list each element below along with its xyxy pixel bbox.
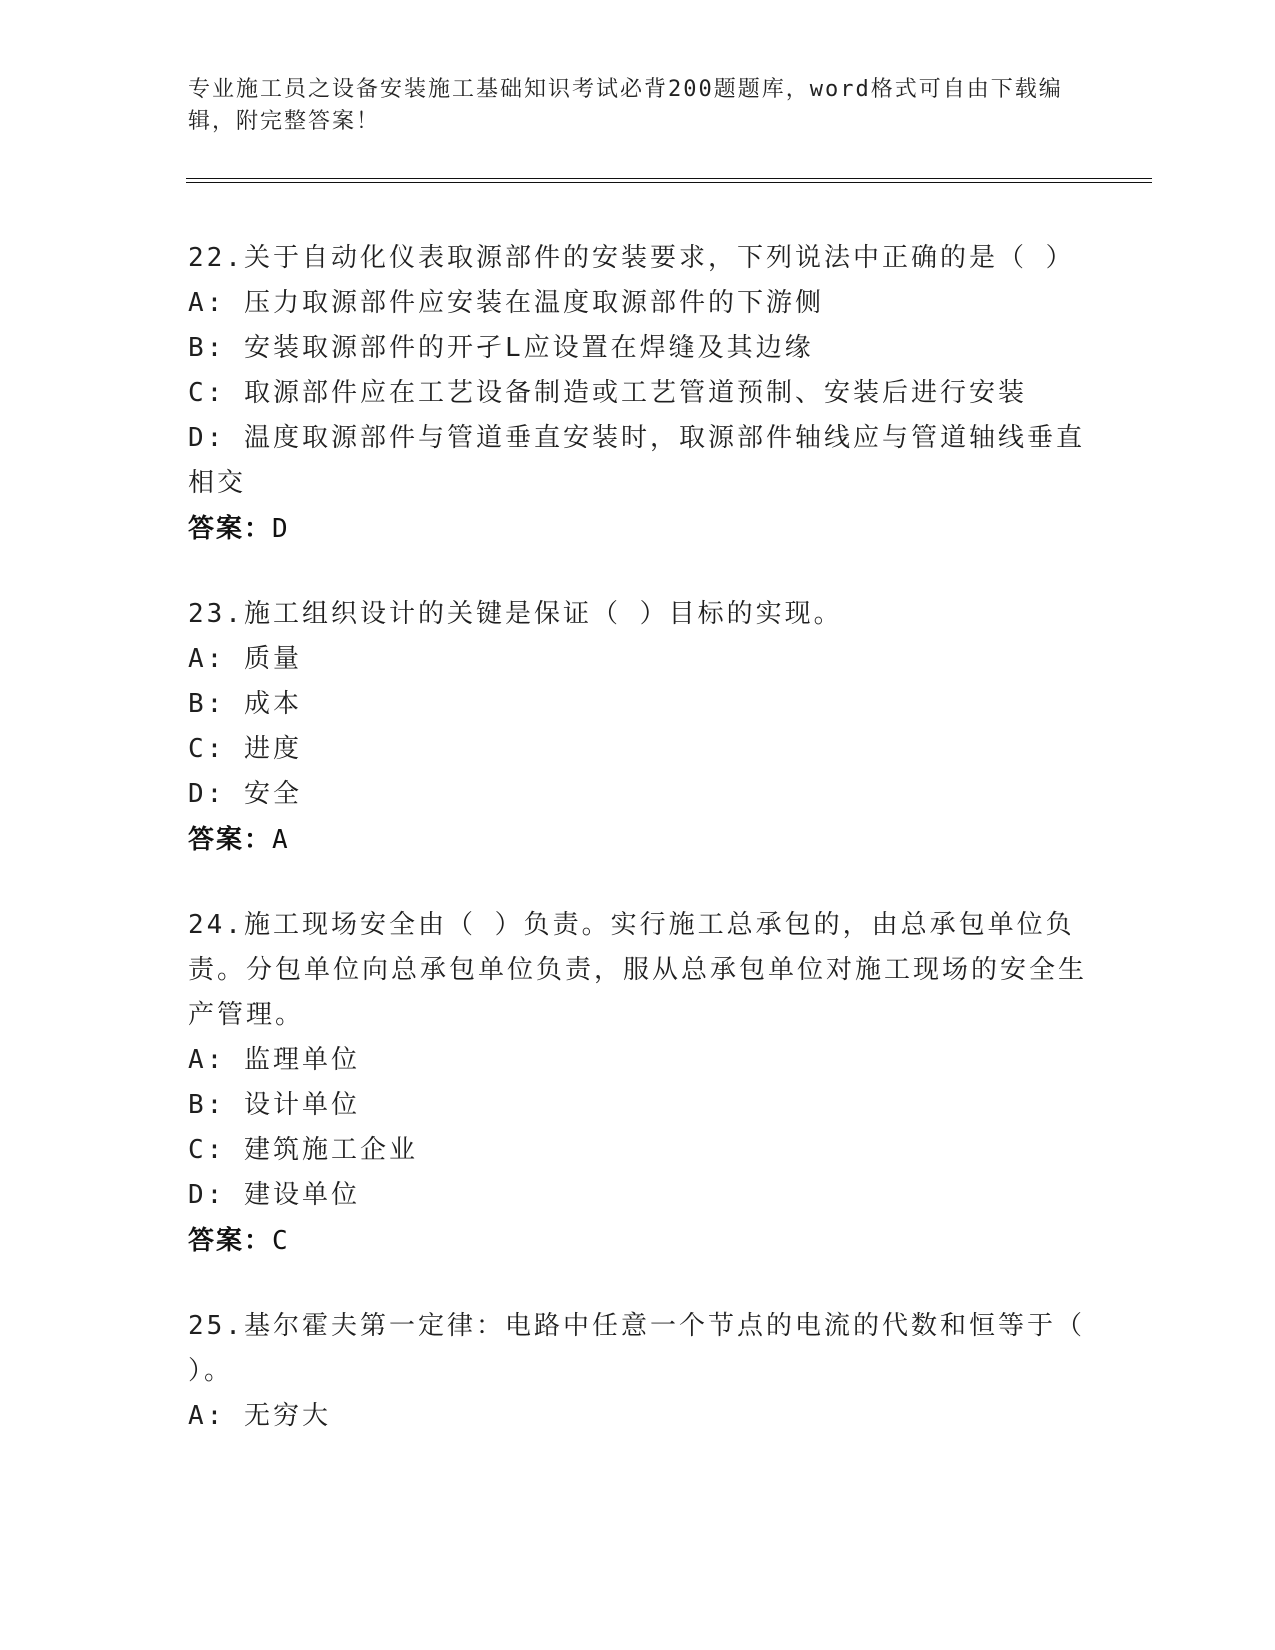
option-d: D: 安全 [188,779,302,809]
option-a: A: 质量 [188,644,302,674]
option-a: A: 压力取源部件应安装在温度取源部件的下游侧 [188,288,824,318]
option-c: C: 取源部件应在工艺设备制造或工艺管道预制、安装后进行安装 [188,378,1027,408]
header-divider-top [186,178,1152,179]
answer-line [188,1218,1088,1264]
option-c: C: 建筑施工企业 [188,1135,418,1165]
question-stem: 23.施工组织设计的关键是保证（ ）目标的实现。 [188,599,843,629]
option-a: A: 监理单位 [188,1045,360,1075]
answer-label: 答案： [188,1226,273,1256]
option-b: B: 安装取源部件的开孑L应设置在焊缝及其边缘 [188,333,814,363]
question-stem: 25.基尔霍夫第一定律：电路中任意一个节点的电流的代数和恒等于（ ）。 [188,1311,1085,1386]
question-24 [188,903,1088,1264]
option-d: D: 温度取源部件与管道垂直安装时，取源部件轴线应与管道轴线垂直相交 [188,423,1085,498]
answer-label: 答案： [188,514,273,544]
question-stem: 22.关于自动化仪表取源部件的安装要求，下列说法中正确的是（ ） [188,243,1075,273]
answer-label: 答案： [188,825,273,855]
option-a: A: 无穷大 [188,1401,331,1431]
question-25 [188,1304,1088,1439]
header-divider-bottom [186,182,1152,183]
option-b: B: 成本 [188,689,302,719]
answer-value: A [272,825,290,855]
option-b: B: 设计单位 [188,1090,360,1120]
answer-value: D [272,514,290,544]
question-list [188,236,1088,1479]
option-d: D: 建设单位 [188,1180,360,1210]
question-stem: 24.施工现场安全由（ ）负责。实行施工总承包的，由总承包单位负责。分包单位向总承包单位负责，服从总承包单位对施工现场的安全生产管理。 [188,910,1088,1030]
question-23 [188,592,1088,863]
question-22 [188,236,1088,552]
answer-line [188,506,1088,552]
answer-line [188,817,1088,863]
answer-value: C [272,1226,290,1256]
option-c: C: 进度 [188,734,302,764]
document-header: 专业施工员之设备安装施工基础知识考试必背200题题库，word格式可自由下载编辑，附完整答案！ [188,77,1063,134]
